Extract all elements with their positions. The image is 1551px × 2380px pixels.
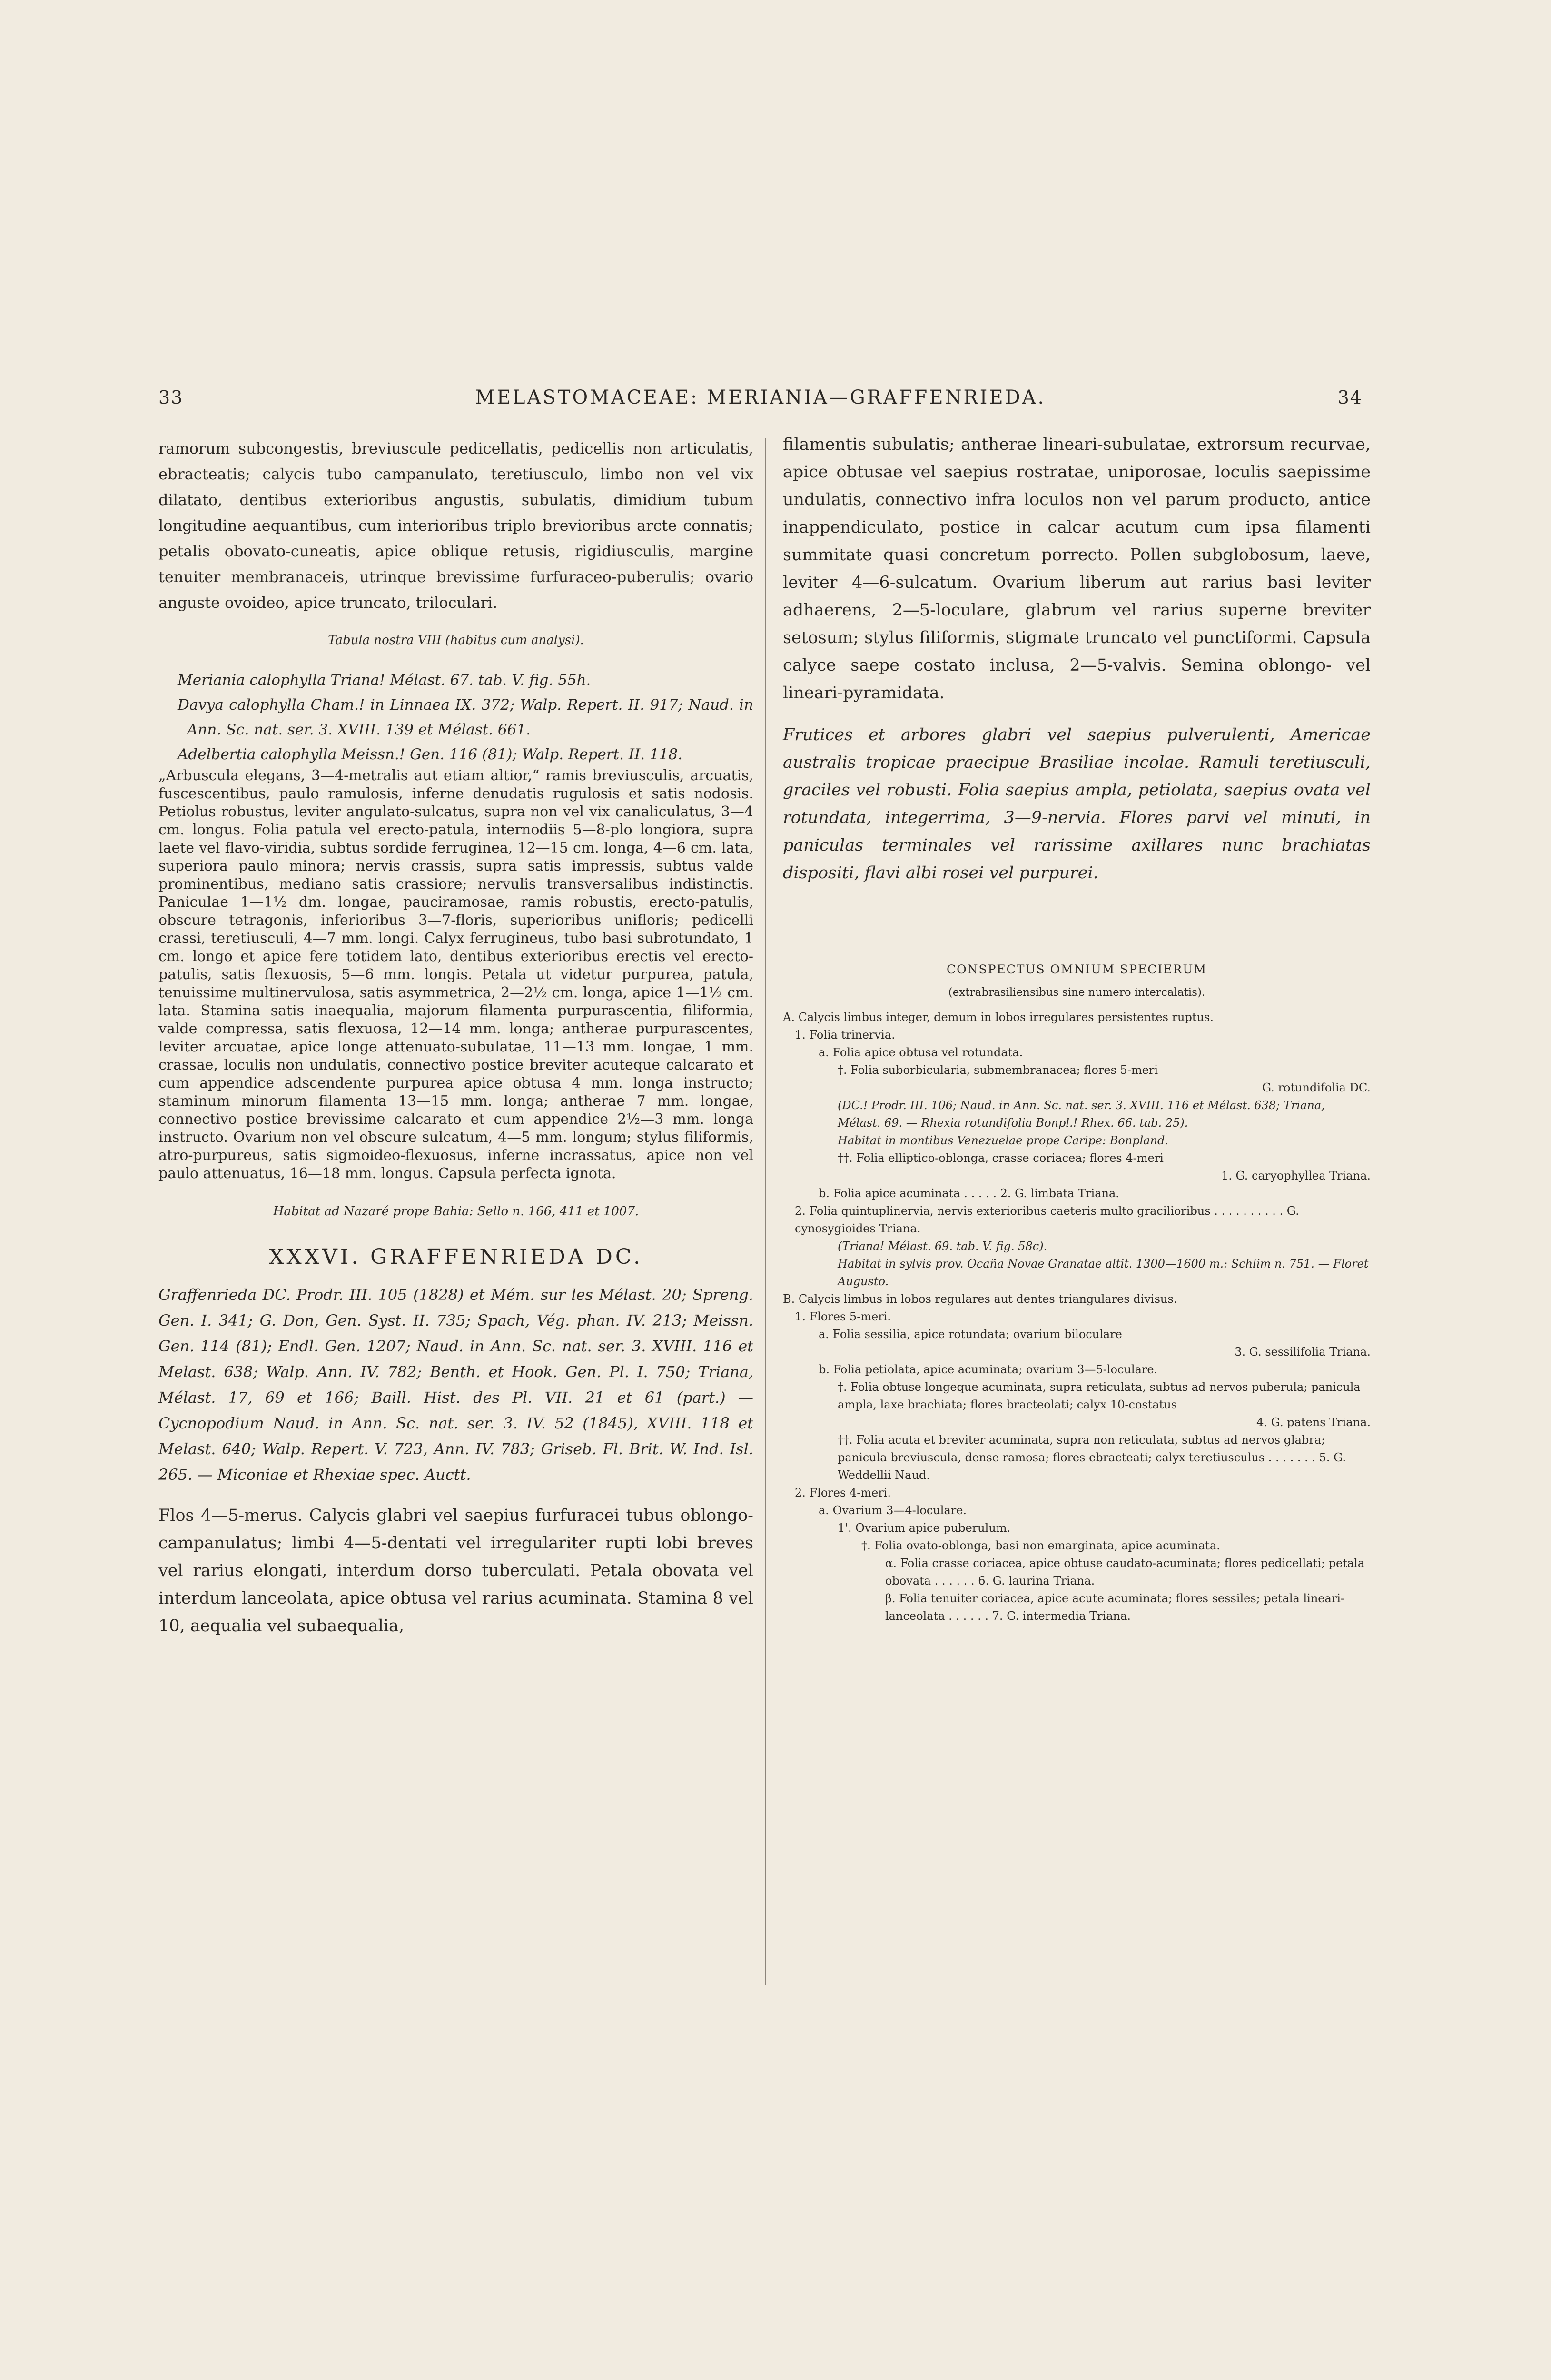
key-lead: ††. Folia elliptico-oblonga, crasse coriacea; flores 4-meri — [838, 1151, 1164, 1165]
key-lead: a. Ovarium 3—4-loculare. — [819, 1504, 967, 1517]
key-lead: β. Folia tenuiter coriacea, apice acute acuminata; flores sessiles; petala lineari-lanceolata . . . . . . 7. G. intermedia Triana. — [885, 1592, 1345, 1623]
genus-habit: Frutices et arbores glabri vel saepius pulverulenti, Americae australis tropicae praecipue Brasiliae incolae. Ramuli teretiusculi, graciles vel robusti. Folia saepius ampla, petiolata, saepius ovata vel rotundata, integerrima, 3—9-nervia. Flores parvi vel minuti, in paniculas terminales vel rarissime axillares nunc brachiatas dispositi, flavi albi rosei vel purpurei. — [783, 725, 1371, 883]
key-lead: a. Folia sessilia, apice rotundata; ovarium biloculare — [819, 1328, 1122, 1341]
page-number-left: 33 — [158, 387, 184, 408]
genus-heading: XXXVI. GRAFFENRIEDA DC. — [269, 1245, 643, 1269]
key-lead-B: B. Calycis limbus in lobos regulares aut dentes triangulares divisus. — [783, 1292, 1177, 1306]
synonym-entry: Davya calophylla Cham.! in Linnaea IX. 372; Walp. Repert. II. 917; Naud. in Ann. Sc. nat. ser. 3. XVIII. 139 et Mélast. 661. — [178, 696, 753, 738]
habitat-note: Habitat ad Nazaré prope Bahia: Sello n. 166, 411 et 1007. — [273, 1204, 639, 1219]
running-title: MELASTOMACEAE: MERIANIA—GRAFFENRIEDA. — [475, 387, 1046, 408]
genus-description: Flos 4—5-merus. Calycis glabri vel saepius furfuracei tubus oblongo-campanulatus; limbi 4—5-dentati vel irregulariter rupti lobi breves vel rarius elongati, interdum dorso tuberculati. Petala obovata vel interdum lanceolata, apice obtusa vel rarius acuminata. Stamina 8 vel 10, aequalia vel subaequalia, — [158, 1506, 753, 1636]
key-habitat: Habitat in montibus Venezuelae prope Caripe: Bonpland. — [838, 1134, 1169, 1147]
key-species: 3. G. sessilifolia Triana. — [1235, 1345, 1371, 1359]
species-key — [783, 1009, 1371, 1625]
key-lead: 2. Folia quintuplinervia, nervis exterioribus caeteris multo gracilioribus . . . . . . . . . . G. cynosygioides Triana. — [795, 1204, 1299, 1235]
key-lead: 1'. Ovarium apice puberulum. — [838, 1521, 1011, 1535]
key-lead: 1. Folia trinervia. — [795, 1028, 895, 1041]
key-lead: †. Folia ovato-oblonga, basi non emarginata, apice acuminata. — [861, 1539, 1220, 1552]
synonym-entry: Meriania calophylla Triana! Mélast. 67. tab. V. fig. 55h. — [178, 672, 591, 689]
quoted-description: „Arbuscula elegans, 3—4-metralis aut etiam altior,“ ramis breviusculis, arcuatis, fuscescentibus, paulo ramulosis, inferne denudatis rugulosis et satis nodosis. Petiolus robustus, leviter angulato-sulcatus, supra non vel vix canaliculatus, 3—4 cm. longus. Folia patula vel erecto-patula, internodiis 5—8-plo longiora, supra laete vel flavo-viridia, subtus sordide ferruginea, 12—15 cm. longa, 4—6 cm. lata, superiora paulo minora; nervis crassis, supra satis impressis, subtus valde prominentibus, mediano satis crassiore; nervulis transversalibus indistinctis. Paniculae 1—1½ dm. longae, pauciramosae, ramis robustis, erecto-patulis, obscure tetragonis, inferioribus 3—7-floris, superioribus unifloris; pedicelli crassi, teretiusculi, 4—7 mm. longi. Calyx ferrugineus, tubo basi subrotundato, 1 cm. longo et apice fere totidem lato, dentibus exterioribus erectis vel erecto-patulis, satis flexuosis, 5—6 mm. longis. Petala ut videtur purpurea, patula, tenuissime multinervulosa, satis asymmetrica, 2—2½ cm. longa, apice 1—1½ cm. lata. Stamina satis inaequalia, majorum filamenta purpurascentia, filiformia, valde compressa, satis flexuosa, 12—14 mm. longa; antherae purpurascentes, leviter arcuatae, apice longe attenuato-subulatae, 11—13 mm. longae, 1 mm. crassae, loculis non undulatis, connectivo postice breviter acuteque calcarato et cum appendice adscendente purpurea apice obtusa 4 mm. longa instructo; staminum minorum filamenta 13—15 mm. longa; antherae 7 mm. longae, connectivo postice brevissime calcarato et cum appendice 2½—3 mm. longa instructo. Ovarium non vel obscure sulcatum, 4—5 mm. longum; stylus filiformis, atro-purpureus, satis sigmoideo-flexuosus, inferne incrassatus, apice non vel paulo attenuatus, 16—18 mm. longus. Capsula perfecta ignota. — [158, 767, 753, 1182]
key-lead: b. Folia petiolata, apice acuminata; ovarium 3—5-loculare. — [819, 1363, 1158, 1376]
synonym-entry: Adelbertia calophylla Meissn.! Gen. 116 (81); Walp. Repert. II. 118. — [178, 746, 683, 763]
key-species: 1. G. caryophyllea Triana. — [1221, 1169, 1371, 1182]
species-description-end: ramorum subcongestis, breviuscule pedicellatis, pedicellis non articulatis, ebracteatis; calycis tubo campanulato, teretiusculo, limbo non vel vix dilatato, dentibus exterioribus angustis, subulatis, dimidium tubum longitudine aequantibus, cum interioribus triplo brevioribus arcte connatis; petalis obovato-cuneatis, apice oblique retusis, rigidiusculis, margine tenuiter membranaceis, utrinque brevissime furfuraceo-puberulis; ovario anguste ovoideo, apice truncato, triloculari. — [158, 439, 753, 612]
conspectus-subtitle: (extrabrasiliensibus sine numero intercalatis). — [948, 986, 1205, 999]
key-lead: 1. Flores 5-meri. — [795, 1310, 891, 1323]
running-header — [158, 387, 1363, 415]
key-citation: (Triana! Mélast. 69. tab. V. fig. 58c). — [838, 1240, 1047, 1253]
page-number-right: 34 — [1337, 387, 1363, 408]
conspectus-title: CONSPECTUS OMNIUM SPECIERUM — [946, 962, 1207, 976]
key-lead: ††. Folia acuta et breviter acuminata, supra non reticulata, subtus ad nervos glabra; panicula breviuscula, dense ramosa; flores ebracteati; calyx teretiusculus . . . . . . . 5. G. Weddellii Naud. — [838, 1433, 1346, 1482]
key-lead: †. Folia obtuse longeque acuminata, supra reticulata, subtus ad nervos puberula; panicula ampla, laxe brachiata; flores bracteolati; calyx 10-costatus — [838, 1380, 1361, 1411]
key-lead: b. Folia apice acuminata . . . . . 2. G. limbata Triana. — [819, 1187, 1119, 1200]
key-lead-A: A. Calycis limbus integer, demum in lobos irregulares persistentes ruptus. — [783, 1011, 1214, 1024]
genus-description-continued: filamentis subulatis; antherae lineari-subulatae, extrorsum recurvae, apice obtusae vel saepius rostratae, uniporosae, loculis saepissime undulatis, connectivo infra loculos non vel parum producto, antice inappendiculato, postice in calcar acutum cum ipsa filamenti summitate quasi concretum porrecto. Pollen subglobosum, laeve, leviter 4—6-sulcatum. Ovarium liberum aut rarius basi leviter adhaerens, 2—5-loculare, glabrum vel rarius superne breviter setosum; stylus filiformis, stigmate truncato vel punctiformi. Capsula calyce saepe costato inclusa, 2—5-valvis. Semina oblongo- vel lineari-pyramidata. — [783, 435, 1371, 703]
right-column — [783, 431, 1371, 2021]
key-species: G. rotundifolia DC. — [1262, 1081, 1371, 1094]
key-species: 4. G. patens Triana. — [1256, 1416, 1371, 1429]
key-habitat: Habitat in sylvis prov. Ocaña Novae Granatae altit. 1300—1600 m.: Schlim n. 751. — Floret Augusto. — [838, 1257, 1369, 1288]
genus-references: Graffenrieda DC. Prodr. III. 105 (1828) et Mém. sur les Mélast. 20; Spreng. Gen. I. 341; G. Don, Gen. Syst. II. 735; Spach, Vég. phan. IV. 213; Meissn. Gen. 114 (81); Endl. Gen. 1207; Naud. in Ann. Sc. nat. ser. 3. XVIII. 116 et Melast. 638; Walp. Ann. IV. 782; Benth. et Hook. Gen. Pl. I. 750; Triana, Mélast. 17, 69 et 166; Baill. Hist. des Pl. VII. 21 et 61 (part.) — Cycnopodium Naud. in Ann. Sc. nat. ser. 3. IV. 52 (1845), XVIII. 118 et Melast. 640; Walp. Repert. V. 723, Ann. IV. 783; Griseb. Fl. Brit. W. Ind. Isl. 265. — Miconiae et Rhexiae spec. Auctt. — [158, 1286, 753, 1484]
key-citation: (DC.! Prodr. III. 106; Naud. in Ann. Sc. nat. ser. 3. XVIII. 116 et Mélast. 638; Triana, Mélast. 69. — Rhexia rotundifolia Bonpl.! Rhex. 66. tab. 25). — [838, 1099, 1325, 1130]
key-lead: α. Folia crasse coriacea, apice obtuse caudato-acuminata; flores pedicellati; petala obovata . . . . . . 6. G. laurina Triana. — [885, 1557, 1365, 1587]
plate-caption: Tabula nostra VIII (habitus cum analysi). — [328, 633, 584, 647]
key-lead: a. Folia apice obtusa vel rotundata. — [819, 1046, 1023, 1059]
key-lead: †. Folia suborbicularia, submembranacea; flores 5-meri — [838, 1063, 1158, 1077]
synonymy — [158, 668, 753, 767]
column-divider — [765, 438, 766, 1985]
key-lead: 2. Flores 4-meri. — [795, 1486, 891, 1499]
left-column — [158, 436, 753, 2006]
